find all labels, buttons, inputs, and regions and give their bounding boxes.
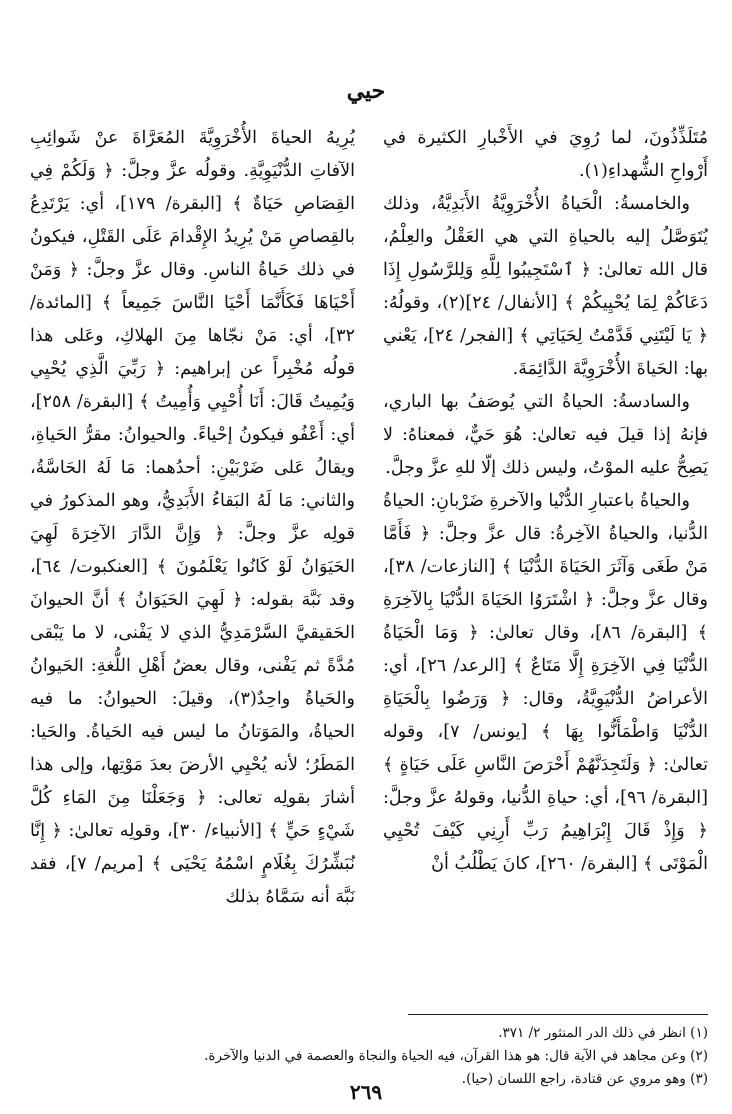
paragraph: والخامسةُ: الْحَياةُ الأُخْرَوِيَّةُ الأَبَدِيَّةُ، وذلك يُتَوَصَّلُ إليه بالحياةِ التي هي العَقْلُ والعِلْمُ، قال الله تعالىٰ: ﴿ ٱسْتَجِيبُوا لِلَّهِ وَلِلرَّسُولِ إِذَا دَعَاكُمْ لِمَا يُحْيِيكُمْ ﴾ [الأنفال/ ٢٤](٢)، وقولُهُ: ﴿ يَا لَيْتَنِي قَدَّمْتُ لِحَيَاتِي ﴾ [الفجر/ ٢٤]، يَعْني بها: الحَياةَ الأُخْرَوِيَّةَ الدَّائِمَةَ. <box>383 194 708 379</box>
footnote: (٣) وهو مروي عن قتادة، راجع اللسان (حيا). <box>461 1071 708 1087</box>
paragraph: والسادسةُ: الحياةُ التي يُوصَفُ بها الباري، فإنهُ إذا قيلَ فيه تعالىٰ: هُوَ حَيٌّ، فمعناهُ: لا يَصِحُّ عليه الموْتُ، وليس ذلك إلّا للهِ عزَّ وجلَّ. <box>383 392 708 478</box>
paragraph: يُرِيهُ الحياةَ الأُخْرَوِيَّةَ المُعَرَّاةَ عنْ شَوائِبِ الآفاتِ الدُّنْيَوِيَّةِ. وقولُه عزَّ وجلَّ: ﴿ وَلَكُمْ فِي القِصَاصِ حَيَاةٌ ﴾ [البقرة/ ١٧٩]، أي: يَرْتَدِعُ بالقِصاصِ مَنْ يُرِيدُ الإِقْدامَ عَلَى القَتْلِ، فيكونُ في ذلك حَياةُ الناسِ. وقال عزَّ وجلَّ: ﴿ وَمَنْ أَحْيَاهَا فَكَأَنَّمَا أَحْيَا النَّاسَ جَمِيعاً ﴾ [المائدة/ ٣٢]، أي: مَنْ نجّاها مِنَ الهلاكِ، وعَلى هذا قولُه مُخْبِراً عن إبراهيم: ﴿ رَبِّيَ الَّذِي يُحْيِي وَيُمِيتُ قَالَ: أَنَا أُحْيِي وَأُمِيتُ ﴾ [البقرة/ ٢٥٨]، أي: أَعْفُو فيكونُ إحْياءً. والحيوانُ: مقرُّ الحَياةِ، ويقالُ عَلى ضَرْبَيْنِ: أحدُهما: مَا لَهُ الحَاسَّةُ، والثاني: مَا لَهُ البَقاءُ الأَبَدِيُّ، وهو المذكورُ في قولِه عزَّ وجلَّ: ﴿ وَإِنَّ الدَّارَ الآخِرَةَ لَهِيَ الحَيَوَانُ لَوْ كَانُوا يَعْلَمُونَ ﴾ [العنكبوت/ ٦٤]، وقد نَبَّهَ بقوله: ﴿ لَهِيَ الحَيَوَانُ ﴾ أنَّ الحيوانَ الحَقيقيَّ السَّرْمَدِيُّ الذي لا يَفْنى، لا ما يَبْقى مُدَّةً ثم يَفْنى، وقال بعضُ أَهْلِ اللُّغةِ: الحَيوانُ والحَياةُ واحِدٌ(٣)، وقيلَ: الحيوانُ: ما فيه الحياةُ، والمَوَتانُ ما ليس فيه الحَياةُ. والحَيا: المَطَرُ؛ لأنه يُحْيِي الأرضَ بعدَ مَوْتِها، وإلى هذا أشارَ بقولِه تعالى: ﴿ وَجَعَلْنَا مِنَ المَاءِ كُلَّ شَيْءٍ حَيٍّ ﴾ [الأنبياء/ ٣٠]، وقولِه تعالىٰ: ﴿ إِنَّا نُبَشِّرُكَ بِغُلَامٍ اسْمُهُ يَحْيَى ﴾ [مريم/ ٧]، فقد نَبَّهَ أنه سَمَّاهُ بذلك <box>30 128 355 907</box>
page-header-title: حيي <box>346 78 386 104</box>
footnote: (١) انظر في ذلك الدر المنثور ٢/ ٣٧١. <box>498 1025 708 1041</box>
footnote: (٢) وعن مجاهد في الآية قال: هو هذا القرآن، فيه الحياة والنجاة والعصمة في الدنيا والآخرة. <box>204 1048 708 1064</box>
footnote-divider <box>408 1014 708 1015</box>
paragraph: مُتَلَذِّذُونَ، لما رُوِيَ في الأَخْبارِ الكثيرة في أَرْواحِ الشُّهداءِ(١). <box>383 128 708 181</box>
left-column <box>30 122 355 914</box>
right-column <box>383 122 708 881</box>
page-number: ٢٦٩ <box>349 1080 383 1104</box>
paragraph: والحياةُ باعتبارِ الدُّنْيا والآخرةِ ضَرْبانِ: الحياةُ الدُّنيا، والحياةُ الآخِرةُ: قال عزَّ وجلَّ: ﴿ فَأَمَّا مَنْ طَغَى وَآثَرَ الحَيَاةَ الدُّنْيَا ﴾ [النازعات/ ٣٨]، وقال عزَّ وجلَّ: ﴿ اشْتَرَوُا الحَيَاةَ الدُّنْيَا بِالآخِرَةِ ﴾ [البقرة/ ٨٦]، وقال تعالىٰ: ﴿ وَمَا الْحَيَاةُ الدُّنْيَا فِي الآخِرَةِ إِلَّا مَتَاعٌ ﴾ [الرعد/ ٢٦]، أي: الأعراضُ الدُّنْيَوِيَّةُ، وقال: ﴿ وَرَضُوا بِالْحَيَاةِ الدُّنْيَا وَاطْمَأَنُّوا بِهَا ﴾ [يونس/ ٧]، وقوله تعالىٰ: ﴿ وَلَتَجِدَنَّهُمْ أَحْرَصَ النَّاسِ عَلَى حَيَاةٍ ﴾ [البقرة/ ٩٦]، أي: حياةِ الدُّنيا، وقولهُ عزَّ وجلَّ: ﴿ وَإِذْ قَالَ إِبْرَاهِيمُ رَبِّ أَرِنِي كَيْفَ تُحْيِي الْمَوْتَى ﴾ [البقرة/ ٢٦٠]، كانَ يَطْلُبُ أنْ <box>383 491 708 874</box>
